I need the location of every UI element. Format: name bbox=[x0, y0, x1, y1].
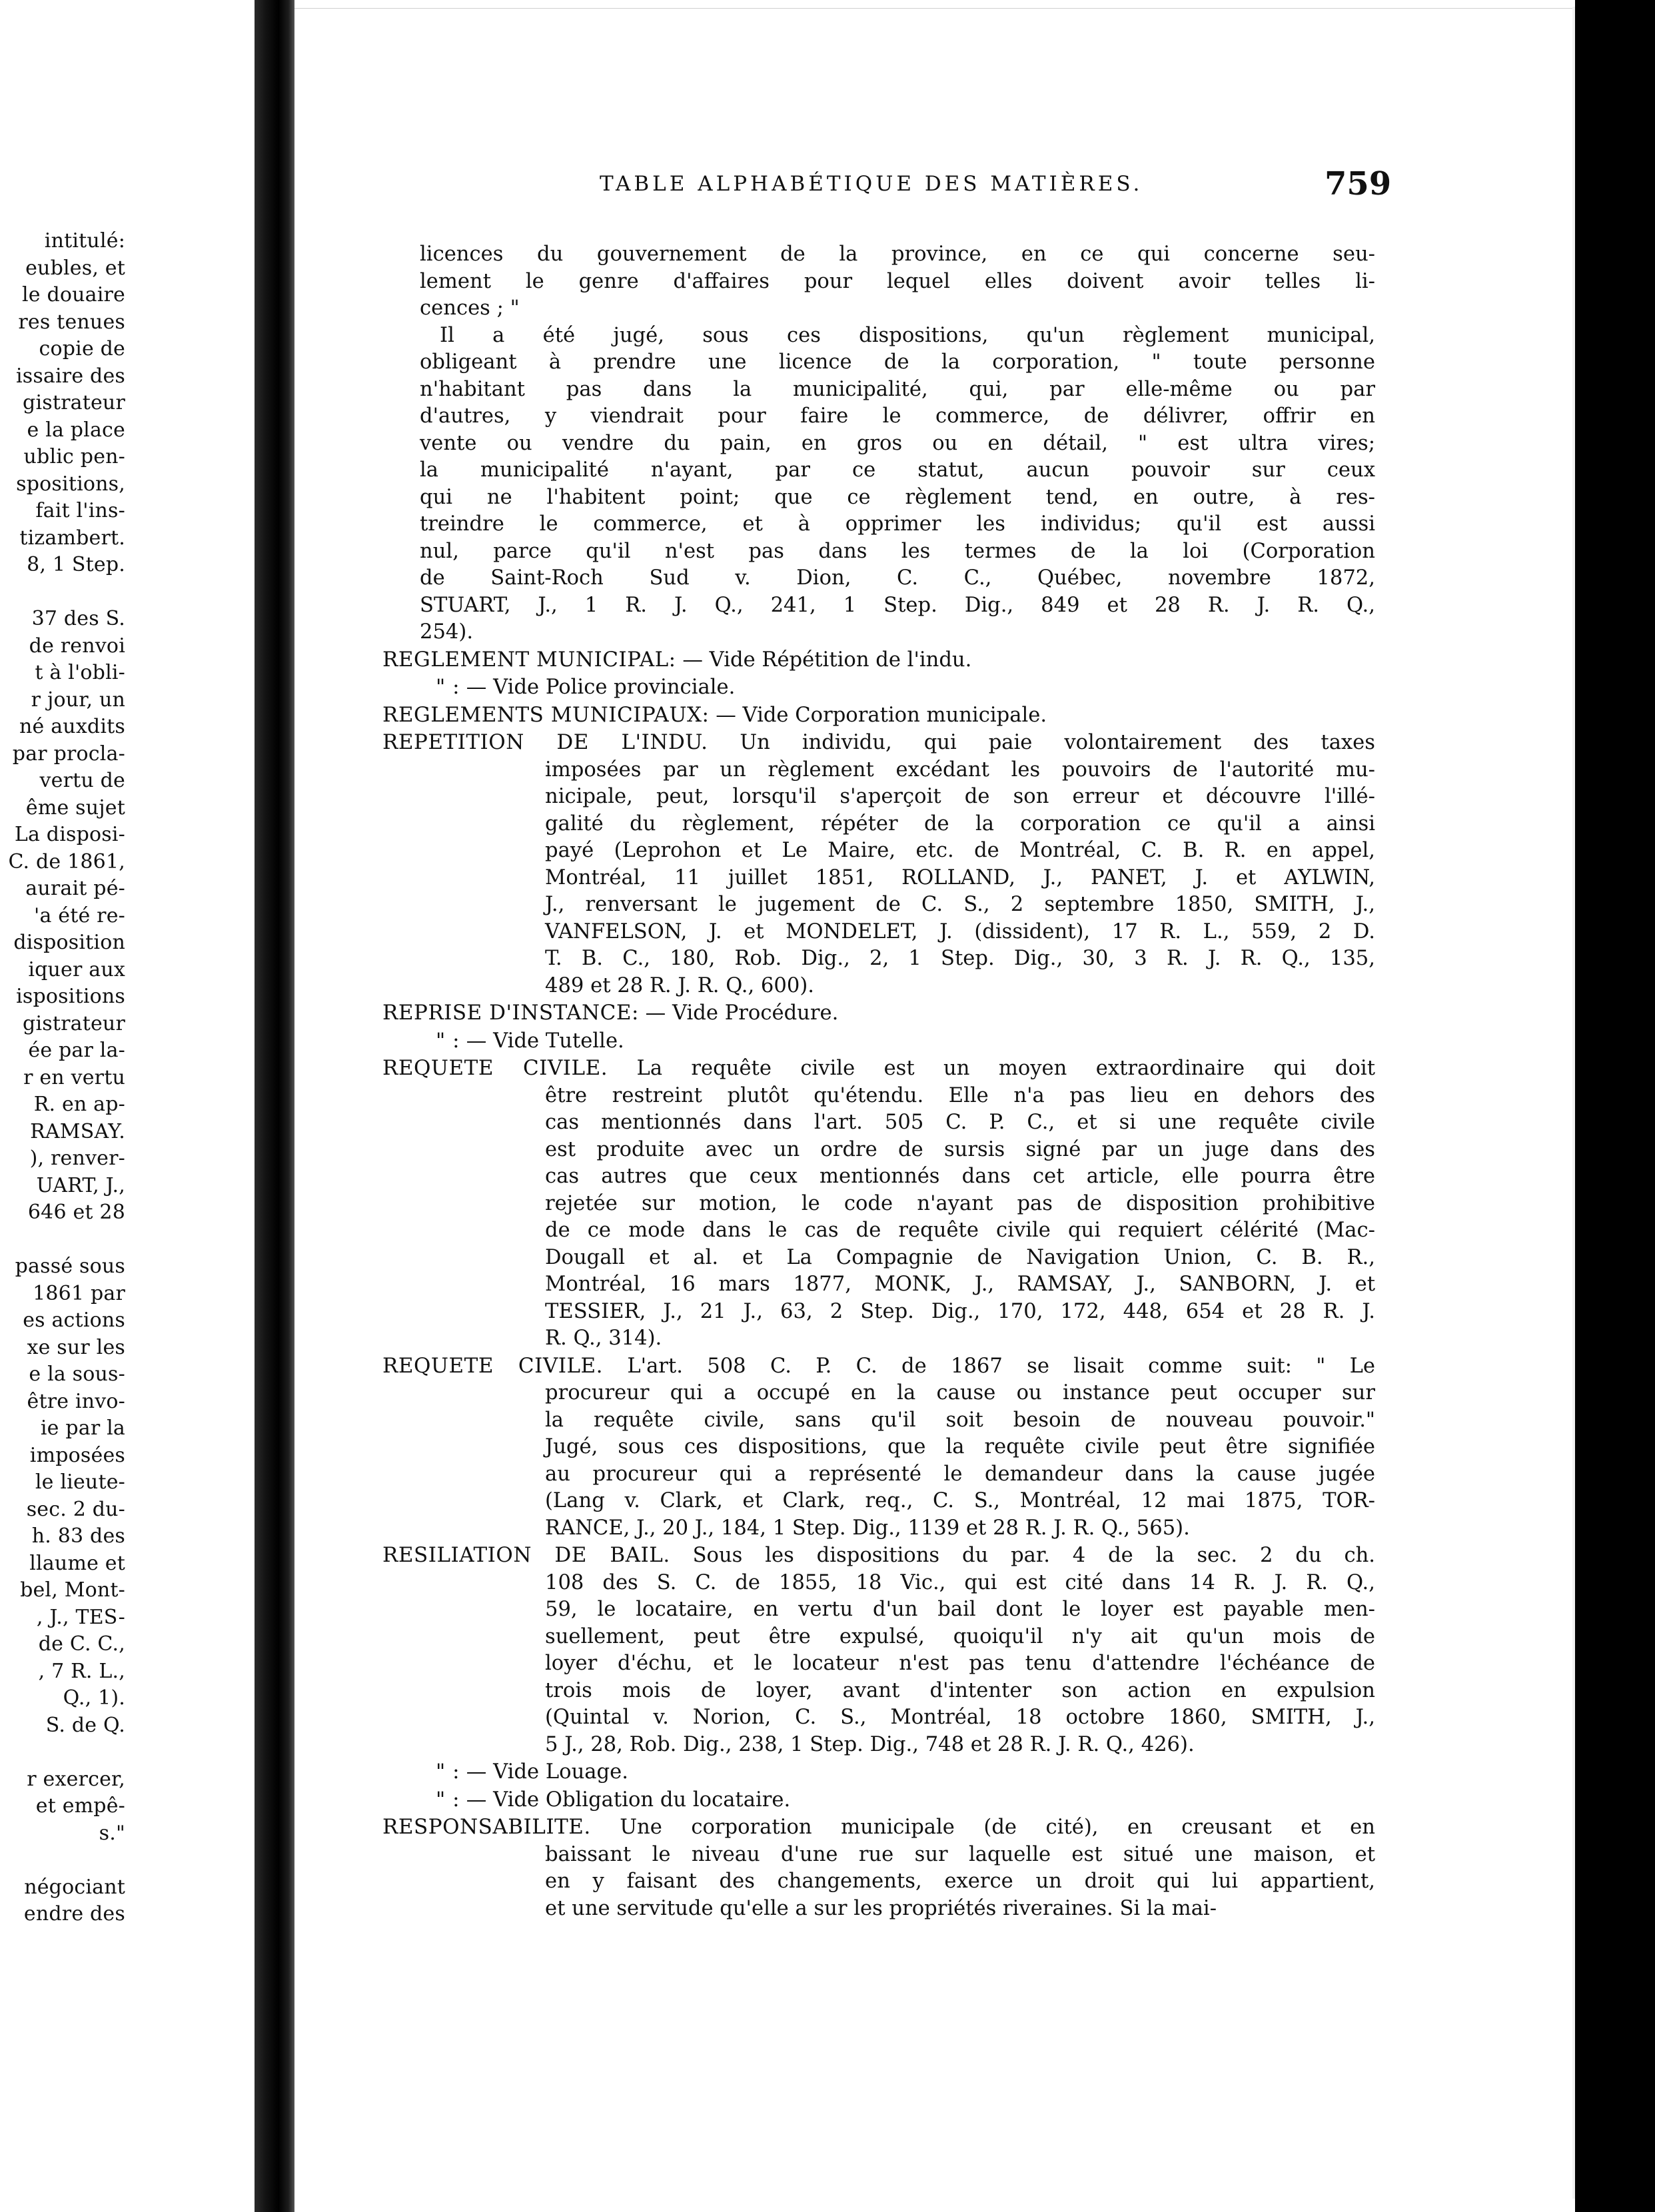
text-line: Montréal, 16 mars 1877, MONK, J., RAMSAY, J., SANBORN, J. et bbox=[545, 1273, 1375, 1296]
continued-quotation bbox=[382, 241, 1375, 322]
left-page-line: endre des bbox=[23, 1902, 125, 1926]
main-text-column bbox=[382, 241, 1375, 1922]
left-page-line: gistrateur bbox=[23, 1011, 125, 1035]
index-entries-reglement bbox=[382, 646, 1375, 730]
text-line: Sous les dispositions du par. 4 de la sec. 2 du ch. bbox=[692, 1544, 1376, 1567]
text-line: être restreint plutôt qu'étendu. Elle n'a pas lieu en dehors des bbox=[545, 1083, 1375, 1107]
left-page-line: être invo- bbox=[27, 1389, 125, 1413]
left-page-line: S. de Q. bbox=[45, 1713, 125, 1737]
text-line: cas mentionnés dans l'art. 505 C. P. C., et si une requête civile bbox=[545, 1111, 1375, 1134]
left-page-line bbox=[0, 579, 125, 606]
left-page-line: RAMSAY. bbox=[30, 1119, 125, 1143]
left-page-line: 8, 1 Step. bbox=[27, 553, 125, 576]
left-page-line: e la place bbox=[27, 418, 125, 442]
entry-reference: — Vide Obligation du locataire. bbox=[460, 1788, 791, 1812]
entry-first-line bbox=[382, 1542, 1375, 1570]
text-line: trois mois de loyer, avant d'intenter son action en expulsion bbox=[545, 1678, 1375, 1702]
text-line: Un individu, qui paie volontairement des taxes bbox=[740, 731, 1375, 754]
left-page-line: né auxdits bbox=[19, 715, 125, 738]
text-line: La requête civile est un moyen extraordinaire qui doit bbox=[636, 1057, 1376, 1080]
page-number: 759 bbox=[1325, 165, 1392, 203]
text-line: Montréal, 11 juillet 1851, ROLLAND, J., PANET, J. et AYLWIN, bbox=[545, 865, 1375, 889]
left-page-line: r jour, un bbox=[31, 688, 125, 712]
left-page-line: res tenues bbox=[18, 310, 125, 334]
cross-reference-row bbox=[382, 1786, 1375, 1814]
text-line: la municipalité n'ayant, par ce statut, aucun pouvoir sur ceux bbox=[420, 458, 1375, 482]
text-line: lement le genre d'affaires pour lequel elles doivent avoir telles li- bbox=[420, 269, 1375, 293]
left-page-line: t à l'obli- bbox=[35, 661, 125, 684]
text-line: payé (Leprohon et Le Maire, etc. de Montréal, C. B. R. en appel, bbox=[545, 839, 1375, 862]
text-line: 5 J., 28, Rob. Dig., 238, 1 Step. Dig., 748 et 28 R. J. R. Q., 426). bbox=[545, 1732, 1195, 1756]
entry-reference: — Vide Répétition de l'indu. bbox=[676, 648, 972, 672]
left-page-line: La disposi- bbox=[14, 823, 125, 846]
entry-heading: REPRISE D'INSTANCE: bbox=[382, 1001, 639, 1025]
text-line: d'autres, y viendrait pour faire le commerce, de délivrer, offrir en bbox=[420, 404, 1375, 428]
left-page-line: ispositions bbox=[16, 985, 125, 1008]
jurisprudence-paragraph bbox=[382, 322, 1375, 646]
left-page-line: iquer aux bbox=[28, 957, 125, 981]
text-line: nul, parce qu'il n'est pas dans les termes de la loi (Corporation bbox=[420, 539, 1375, 563]
text-line: 489 et 28 R. J. R. Q., 600). bbox=[545, 973, 814, 997]
entry-heading: REPETITION DE L'INDU. bbox=[382, 730, 708, 754]
entry-first-line bbox=[382, 1814, 1375, 1842]
entry-heading: " : bbox=[436, 1028, 460, 1053]
left-page-line bbox=[0, 1739, 125, 1766]
left-page-line: UART, J., bbox=[36, 1173, 125, 1197]
left-page-line: le lieute- bbox=[35, 1470, 125, 1494]
entry-responsabilite bbox=[382, 1814, 1375, 1922]
left-page-line: spositions, bbox=[16, 472, 125, 496]
text-line: de ce mode dans le cas de requête civile qui requiert célérité (Mac- bbox=[545, 1219, 1375, 1242]
left-page-line: ublic pen- bbox=[23, 445, 125, 468]
entry-requete-civile-2 bbox=[382, 1353, 1375, 1542]
text-line: R. Q., 314). bbox=[545, 1327, 662, 1350]
left-page-line: copie de bbox=[39, 337, 125, 360]
text-line: procureur qui a occupé en la cause ou instance peut occuper sur bbox=[545, 1381, 1375, 1404]
text-line: imposées par un règlement excédant les pouvoirs de l'autorité mu- bbox=[545, 758, 1375, 782]
left-page-line: e la sous- bbox=[29, 1363, 125, 1386]
left-page-line: issaire des bbox=[15, 364, 125, 388]
left-page-line: eubles, et bbox=[25, 256, 125, 280]
text-line: cences ; " bbox=[420, 296, 520, 320]
text-line: rejetée sur motion, le code n'ayant pas de disposition prohibitive bbox=[545, 1191, 1375, 1215]
left-page-line bbox=[0, 1227, 125, 1254]
entry-heading: " : bbox=[436, 1787, 460, 1812]
text-line: qui ne l'habitent point; que ce règlement tend, en outre, à res- bbox=[420, 485, 1375, 509]
entry-heading: RESPONSABILITE. bbox=[382, 1815, 591, 1839]
left-page-line: vertu de bbox=[39, 769, 125, 792]
cross-reference-row bbox=[382, 999, 1375, 1027]
left-page-line: s." bbox=[99, 1821, 125, 1845]
entry-heading: REQUETE CIVILE. bbox=[382, 1056, 608, 1080]
left-page-line: ême sujet bbox=[25, 796, 125, 820]
text-line: Dougall et al. et La Compagnie de Navigation Union, C. B. R., bbox=[545, 1245, 1375, 1269]
text-line: loyer d'échu, et le locateur n'est pas tenu d'attendre l'échéance de bbox=[545, 1652, 1375, 1675]
text-line: J., renversant le jugement de C. S., 2 septembre 1850, SMITH, J., bbox=[545, 893, 1375, 916]
left-page-line: r en vertu bbox=[23, 1065, 125, 1089]
entry-reference: — Vide Procédure. bbox=[638, 1001, 839, 1025]
text-line: T. B. C., 180, Rob. Dig., 2, 1 Step. Dig., 30, 3 R. J. R. Q., 135, bbox=[545, 947, 1375, 970]
book-gutter bbox=[255, 0, 294, 2212]
running-header: TABLE ALPHABÉTIQUE DES MATIÈRES. bbox=[600, 172, 1143, 196]
text-line: de Saint-Roch Sud v. Dion, C. C., Québec, novembre 1872, bbox=[420, 566, 1375, 590]
text-line: cas autres que ceux mentionnés dans cet article, elle pourra être bbox=[545, 1165, 1375, 1188]
text-line: baissant le niveau d'une rue sur laquelle est situé une maison, et bbox=[545, 1842, 1375, 1866]
text-line: n'habitant pas dans la municipalité, qui, par elle-même ou par bbox=[420, 377, 1375, 401]
left-page-line: sec. 2 du- bbox=[26, 1497, 125, 1521]
left-page-line: le douaire bbox=[21, 283, 125, 306]
text-line: licences du gouvernement de la province, en ce qui concerne seu- bbox=[420, 243, 1375, 266]
left-page-line: bel, Mont- bbox=[20, 1578, 125, 1602]
left-page-line: es actions bbox=[23, 1309, 125, 1332]
entry-heading: REQUETE CIVILE. bbox=[382, 1353, 604, 1378]
left-page-line: passé sous bbox=[15, 1255, 125, 1278]
text-line: STUART, J., 1 R. J. Q., 241, 1 Step. Dig., 849 et 28 R. J. R. Q., bbox=[420, 593, 1375, 617]
left-page-line: tizambert. bbox=[19, 526, 125, 550]
left-page-line: fait l'ins- bbox=[35, 499, 125, 522]
text-line: VANFELSON, J. et MONDELET, J. (dissident), 17 R. L., 559, 2 D. bbox=[545, 919, 1375, 943]
left-page-line: llaume et bbox=[29, 1551, 125, 1575]
cross-reference-row bbox=[382, 674, 1375, 702]
text-line: en y faisant des changements, exerce un droit qui lui appartient, bbox=[545, 1870, 1375, 1893]
left-page-line: , J., TES- bbox=[36, 1605, 125, 1629]
left-page-line: 1861 par bbox=[33, 1281, 125, 1305]
index-entries-reprise bbox=[382, 999, 1375, 1055]
left-page-line: et empê- bbox=[35, 1794, 125, 1818]
entry-reference: — Vide Louage. bbox=[460, 1760, 628, 1784]
scan-background bbox=[1575, 0, 1655, 2212]
left-page-line: de renvoi bbox=[29, 634, 125, 658]
entry-reference: — Vide Corporation municipale. bbox=[709, 703, 1047, 727]
text-line: 254). bbox=[420, 620, 474, 644]
entry-requete-civile-1 bbox=[382, 1055, 1375, 1353]
text-line: 59, le locataire, en vertu d'un bail dont le loyer est payable men- bbox=[545, 1598, 1375, 1621]
text-line: Jugé, sous ces dispositions, que la requête civile peut être signifiée bbox=[545, 1435, 1375, 1458]
text-line: nicipale, peut, lorsqu'il s'aperçoit de son erreur et découvre l'illé- bbox=[545, 785, 1375, 808]
left-page-line: h. 83 des bbox=[31, 1524, 125, 1548]
entry-resiliation-de-bail bbox=[382, 1542, 1375, 1758]
entry-first-line bbox=[382, 1353, 1375, 1381]
entry-first-line bbox=[382, 1055, 1375, 1083]
left-page-line bbox=[0, 1847, 125, 1874]
entry-reference: — Vide Tutelle. bbox=[460, 1029, 624, 1053]
text-line: est produite avec un ordre de sursis signé par un juge dans des bbox=[545, 1137, 1375, 1161]
text-line: galité du règlement, répéter de la corporation ce qu'il a ainsi bbox=[545, 812, 1375, 835]
left-page-text bbox=[0, 228, 125, 1928]
text-line: (Quintal v. Norion, C. S., Montréal, 18 octobre 1860, SMITH, J., bbox=[545, 1706, 1375, 1729]
text-line: Une corporation municipale (de cité), en creusant et en bbox=[620, 1816, 1375, 1839]
left-page-line: 37 des S. bbox=[31, 607, 125, 630]
left-page-line: par procla- bbox=[12, 742, 125, 766]
text-line: treindre le commerce, et à opprimer les individus; qu'il est aussi bbox=[420, 512, 1375, 536]
left-page-line: r exercer, bbox=[27, 1767, 125, 1791]
text-line: suellement, peut être expulsé, quoiqu'il n'y ait qu'un mois de bbox=[545, 1624, 1375, 1648]
left-page-line: Q., 1). bbox=[63, 1686, 125, 1710]
text-line: vente ou vendre du pain, en gros ou en détail, " est ultra vires; bbox=[420, 431, 1375, 455]
left-page-line: R. en ap- bbox=[33, 1093, 125, 1116]
entry-first-line bbox=[382, 729, 1375, 757]
left-page-line: intitulé: bbox=[44, 229, 125, 253]
text-line: RANCE, J., 20 J., 184, 1 Step. Dig., 1139 et 28 R. J. R. Q., 565). bbox=[545, 1516, 1190, 1540]
entry-heading: REGLEMENT MUNICIPAL: bbox=[382, 647, 676, 672]
text-line: (Lang v. Clark, et Clark, req., C. S., Montréal, 12 mai 1875, TOR- bbox=[545, 1489, 1375, 1512]
left-page-line: ie par la bbox=[40, 1416, 125, 1440]
left-page-line: négociant bbox=[24, 1875, 125, 1899]
text-line: 108 des S. C. de 1855, 18 Vic., qui est cité dans 14 R. J. R. Q., bbox=[545, 1570, 1375, 1594]
left-page-line: aurait pé- bbox=[25, 877, 125, 900]
entry-heading: REGLEMENTS MUNICIPAUX: bbox=[382, 702, 710, 727]
left-page-line: disposition bbox=[13, 931, 125, 954]
index-entries-resiliation-refs bbox=[382, 1758, 1375, 1814]
left-page-line: , 7 R. L., bbox=[38, 1659, 125, 1683]
text-line: Il a été jugé, sous ces dispositions, qu'un règlement municipal, bbox=[440, 323, 1375, 347]
cross-reference-row bbox=[382, 702, 1375, 730]
text-line: au procureur qui a représenté le demandeur dans la cause jugée bbox=[545, 1462, 1375, 1486]
left-page-line: ée par la- bbox=[28, 1039, 125, 1062]
entry-heading: " : bbox=[436, 1760, 460, 1784]
entry-heading: " : bbox=[436, 675, 460, 699]
entry-repetition-de-l-indu bbox=[382, 729, 1375, 999]
text-line: et une servitude qu'elle a sur les propriétés riveraines. Si la mai- bbox=[545, 1896, 1217, 1920]
cross-reference-row bbox=[382, 1758, 1375, 1786]
text-line: L'art. 508 C. P. C. de 1867 se lisait comme suit: " Le bbox=[627, 1354, 1375, 1378]
left-page-line: de C. C., bbox=[38, 1632, 125, 1656]
left-page-line: 'a été re- bbox=[34, 903, 125, 927]
cross-reference-row bbox=[382, 646, 1375, 674]
text-line: TESSIER, J., 21 J., 63, 2 Step. Dig., 170, 172, 448, 654 et 28 R. J. bbox=[545, 1299, 1375, 1323]
left-page-line: C. de 1861, bbox=[8, 849, 125, 873]
left-page-line: xe sur les bbox=[27, 1335, 125, 1359]
cross-reference-row bbox=[382, 1027, 1375, 1055]
left-page-line: gistrateur bbox=[23, 391, 125, 414]
left-page-line: ), renver- bbox=[29, 1147, 125, 1170]
left-page-line: 646 et 28 bbox=[27, 1201, 125, 1224]
entry-reference: — Vide Police provinciale. bbox=[460, 676, 736, 699]
left-page-line: imposées bbox=[29, 1443, 125, 1467]
entry-heading: RESILIATION DE BAIL. bbox=[382, 1543, 670, 1567]
text-line: la requête civile, sans qu'il soit besoin de nouveau pouvoir." bbox=[545, 1408, 1375, 1432]
text-line: obligeant à prendre une licence de la corporation, " toute personne bbox=[420, 350, 1375, 374]
